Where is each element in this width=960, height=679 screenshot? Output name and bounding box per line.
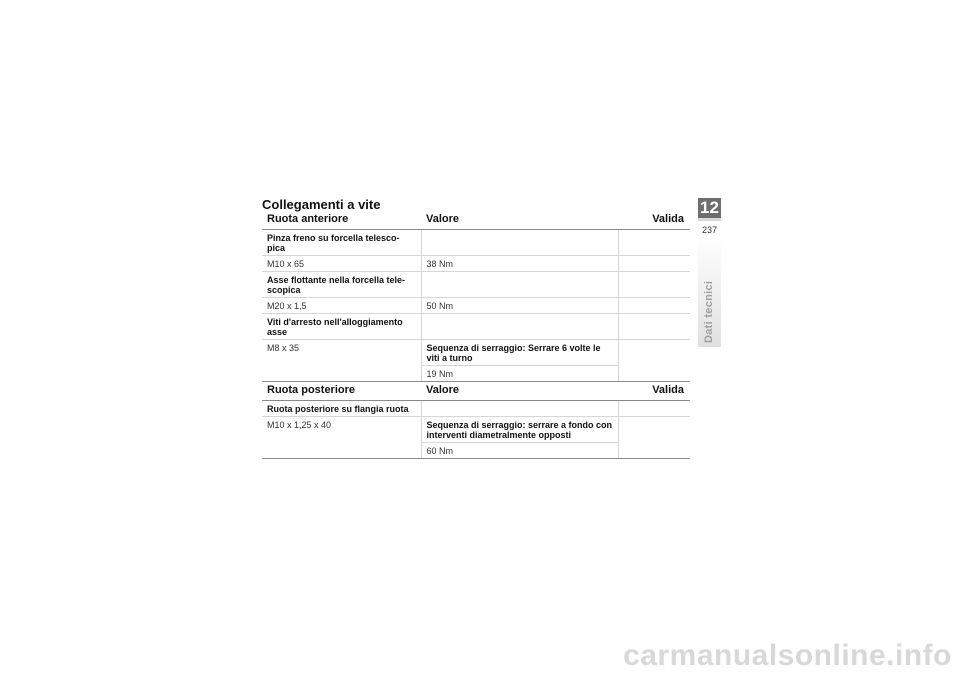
column-header-value: Valore <box>421 209 618 230</box>
thread-spec: M10 x 65 <box>262 256 421 272</box>
front-wheel-table <box>262 209 690 382</box>
table-header-row <box>262 209 690 230</box>
table-row <box>262 298 690 314</box>
component-name: Viti d'arresto nell'alloggiamento asse <box>262 314 421 340</box>
torque-value: 50 Nm <box>421 298 618 314</box>
torque-value: 60 Nm <box>421 443 618 459</box>
component-name: Pinza freno su forcella telesco-pica <box>262 230 421 256</box>
column-header-component: Ruota posteriore <box>262 380 421 401</box>
tightening-sequence: Sequenza di serraggio: Serrare 6 volte le viti a turno <box>421 340 618 366</box>
rear-wheel-table <box>262 380 690 459</box>
component-name: Asse flottante nella forcella tele-scopica <box>262 272 421 298</box>
chapter-divider <box>698 218 721 221</box>
table-row <box>262 256 690 272</box>
column-header-value: Valore <box>421 380 618 401</box>
table-row <box>262 340 690 366</box>
chapter-number-badge: 12 <box>698 198 721 218</box>
table-row <box>262 272 690 298</box>
section-title: Collegamenti a vite <box>262 197 381 212</box>
column-header-component: Ruota anteriore <box>262 209 421 230</box>
torque-value: 38 Nm <box>421 256 618 272</box>
column-header-valid: Valida <box>618 380 690 401</box>
thread-spec: M20 x 1,5 <box>262 298 421 314</box>
table-row <box>262 230 690 256</box>
column-header-valid: Valida <box>618 209 690 230</box>
thread-spec: M10 x 1,25 x 40 <box>262 417 421 459</box>
table-row <box>262 314 690 340</box>
torque-value: 19 Nm <box>421 366 618 382</box>
tightening-sequence: Sequenza di serraggio: serrare a fondo con interventi diametralmente opposti <box>421 417 618 443</box>
table-row <box>262 401 690 417</box>
table-row <box>262 417 690 443</box>
chapter-label: Dati tecnici <box>703 280 715 343</box>
table-header-row <box>262 380 690 401</box>
page-number: 237 <box>701 225 718 235</box>
thread-spec: M8 x 35 <box>262 340 421 382</box>
watermark-text: carmanualsonline.info <box>623 639 952 672</box>
component-name: Ruota posteriore su flangia ruota <box>262 401 421 417</box>
